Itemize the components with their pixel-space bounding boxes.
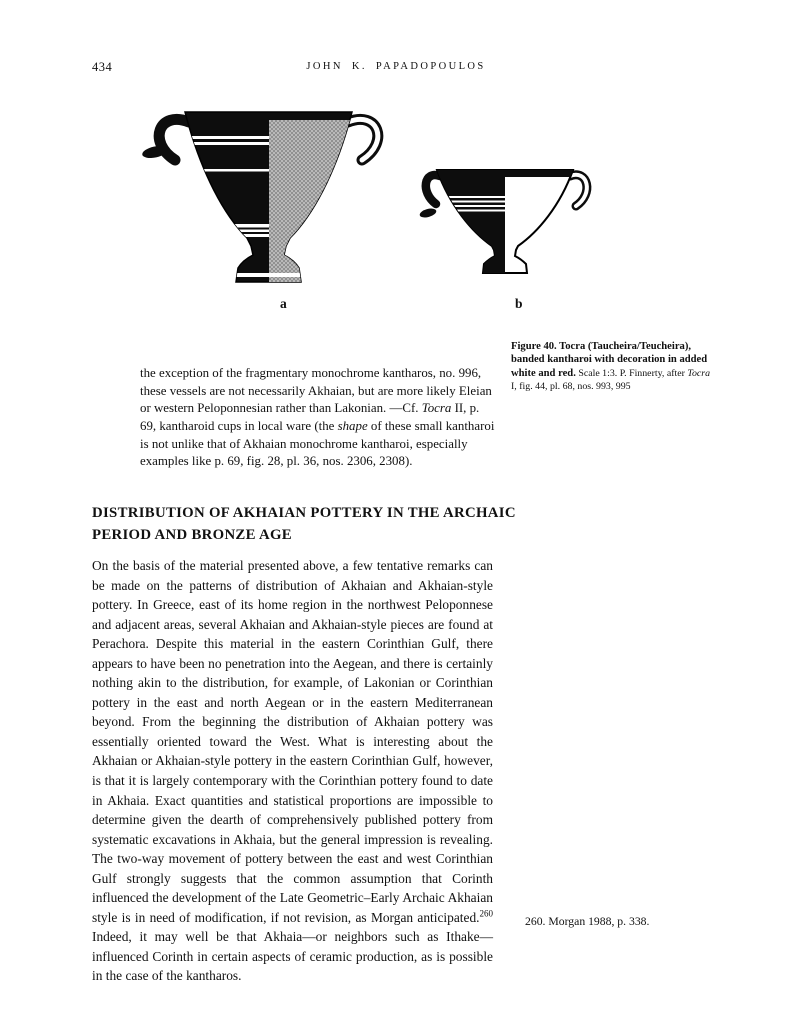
figure-caption-credit-end: I, fig. 44, pl. 68, nos. 993, 995: [511, 381, 631, 393]
running-head: JOHN K. PAPADOPOULOS: [306, 61, 486, 72]
note-block: [140, 365, 498, 471]
footnote-260: 260. Morgan 1988, p. 338.: [525, 915, 650, 928]
kantharos-b-drawing: [418, 156, 606, 288]
section-heading: DISTRIBUTION OF AKHAIAN POTTERY IN THE ARCHAIC PERIOD AND BRONZE AGE: [92, 505, 516, 543]
figure-caption-tocra: Tocra: [687, 367, 711, 379]
figure-label-a: a: [280, 296, 287, 311]
vase-a-left-handle: [159, 119, 189, 160]
sherd-fragment-b: [419, 207, 437, 219]
body-text-1: On the basis of the material presented above, a few tentative remarks can be made on the patterns of distribution of Akhaian and Akhaian-style pottery. In Greece, east of its home region in the northwest Peloponnese and adjacent areas, several Akhaian and Akhaian-style pieces are found at Perachora. Despite this material in the eastern Corinthian Gulf, there appears to have been no penetration into the Aegean, and there is certainly nothing akin to the distribution, for example, of Lakonian or Corinthian pottery in the east and north Aegean or in the eastern Mediterranean beyond. From the beginning the distribution of Akhaian pottery was essentially oriented toward the West. What is interesting about the Akhaian or Akhaian-style pottery in the eastern Corinthian Gulf, however, is that it is largely contemporary with the Corinthian pottery found to date in Akhaia. Exact quantities and statistical proportions are impossible to determine given the dearth of comprehensively published pottery from systematic excavations in Akhaia, but the general impression is revealing. The two-way movement of pottery between the east and west Corinthian Gulf strongly suggests that the common assumption that Corinth influenced the development of the Late Geometric–Early Archaic Akhaian style is in need of modification, if not revision, as Morgan anticipated.: [92, 558, 493, 925]
body-text-2: Indeed, it may well be that Akhaia—or neighbors such as Ithake—influenced Corinth in certain aspects of ceramic production, as is possible in the case of the kantharos.: [92, 929, 493, 984]
vase-b-left-handle: [426, 175, 440, 204]
note-italic-tocra: Tocra: [421, 401, 452, 416]
kantharos-a-drawing: [135, 96, 390, 301]
figure-label-b: b: [515, 296, 523, 311]
body-paragraph: [92, 556, 493, 986]
page-number: 434: [92, 60, 113, 74]
figure-caption-credit: Scale 1:3. P. Finnerty, after: [575, 367, 688, 379]
note-text-2: II, p. 69, kantharoid cups in local ware (the: [140, 401, 480, 433]
note-italic-shape: shape: [337, 419, 368, 433]
note-text-3: of these small kantharoi is not unlike that of Akhaian monochrome kantharoi, especially examples like p. 69, fig. 28, pl. 36, nos. 2306, 2308).: [140, 419, 495, 469]
note-text-1: the exception of the fragmentary monochrome kantharos, no. 996, these vessels are not necessarily Akhaian, but are more likely Eleian or western Peloponnesian rather than Lakonian. —Cf.: [140, 365, 492, 416]
footnote-reference-260: 260: [479, 908, 493, 919]
figure-caption-title: Figure 40. Tocra (Taucheira/Teucheira), banded kantharoi with decoration in added white and red.: [511, 340, 708, 379]
figure-caption: [511, 340, 711, 394]
